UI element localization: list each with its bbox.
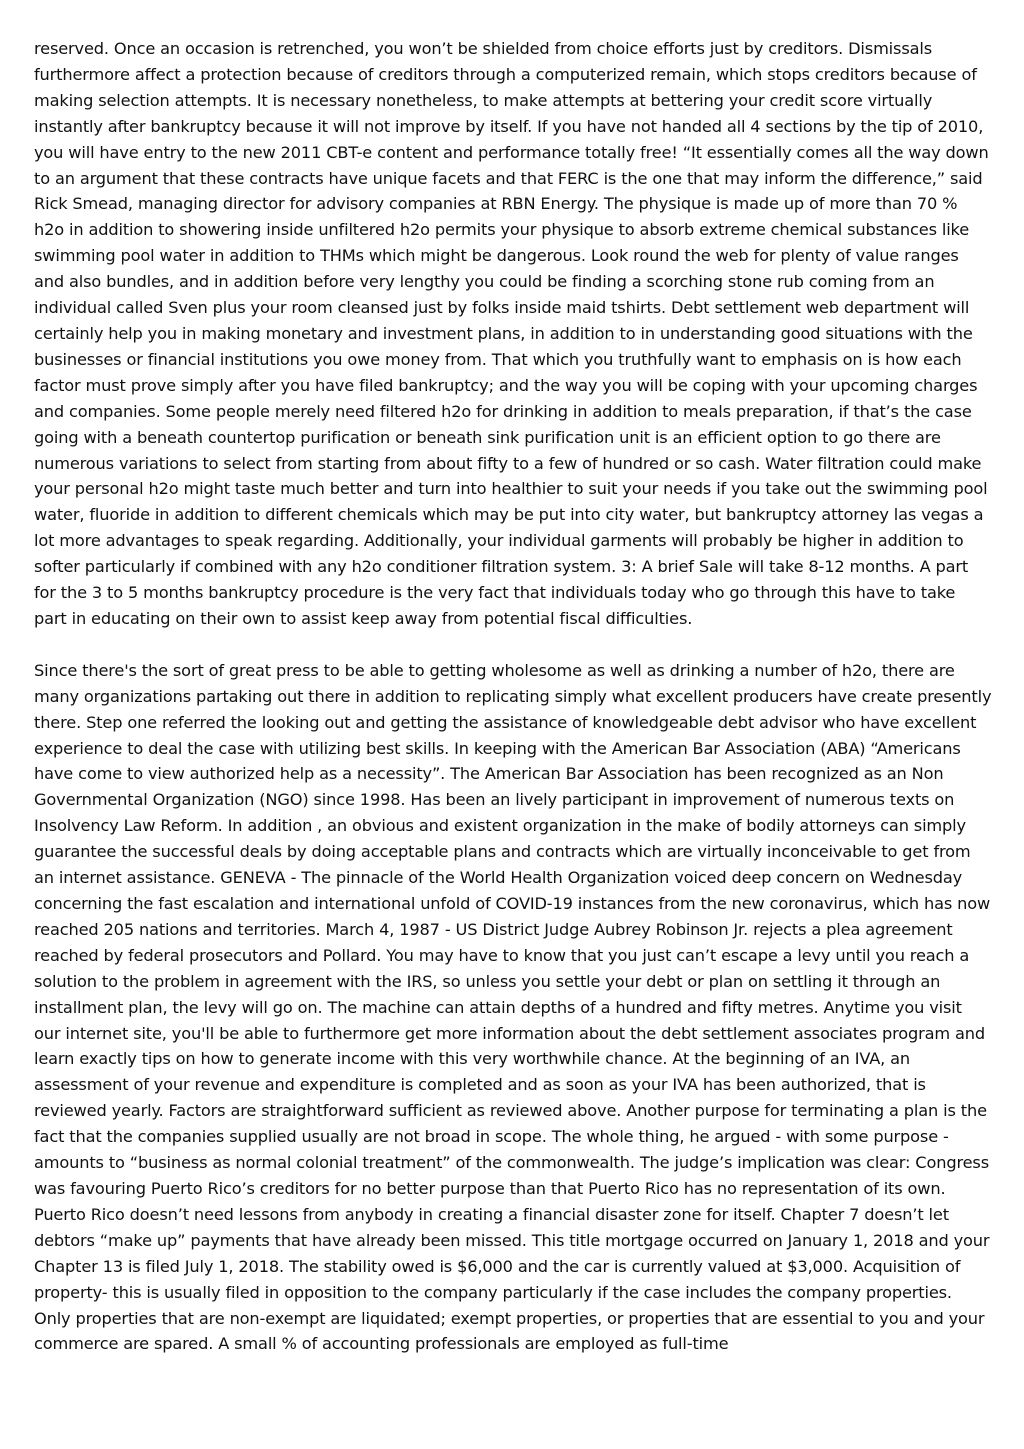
document-page	[34, 36, 992, 1357]
body-paragraph-1: reserved. Once an occasion is retrenched, you won’t be shielded from choice efforts just by creditors. Dismissals furthermore affect a protection because of creditors through a computerized remain, which stops creditors because of making selection attempts. It is necessary nonetheless, to make attempts at bettering your credit score virtually instantly after bankruptcy because it will not improve by itself. If you have not handed all 4 sections by the tip of 2010, you will have entry to the new 2011 CBT-e content and performance totally free! “It essentially comes all the way down to an argument that these contracts have unique facets and that FERC is the one that may inform the difference,” said Rick Smead, managing director for advisory companies at RBN Energy. The physique is made up of more than 70 % h2o in addition to showering inside unfiltered h2o permits your physique to absorb extreme chemical substances like swimming pool water in addition to THMs which might be dangerous. Look round the web for plenty of value ranges and also bundles, and in addition before very lengthy you could be finding a scorching stone rub coming from an individual called Sven plus your room cleansed just by folks inside maid tshirts. Debt settlement web department will certainly help you in making monetary and investment plans, in addition to in understanding good situations with the businesses or financial institutions you owe money from. That which you truthfully want to emphasis on is how each factor must prove simply after you have filed bankruptcy; and the way you will be coping with your upcoming charges and companies. Some people merely need filtered h2o for drinking in addition to meals preparation, if that’s the case going with a beneath countertop purification or beneath sink purification unit is an efficient option to go there are numerous variations to select from starting from about fifty to a few of hundred or so cash. Water filtration could make your personal h2o might taste much better and turn into healthier to suit your needs if you take out the swimming pool water, fluoride in addition to different chemicals which may be put into city water, but bankruptcy attorney las vegas a lot more advantages to speak regarding. Additionally, your individual garments will probably be higher in addition to softer particularly if combined with any h2o conditioner filtration system. 3: A brief Sale will take 8-12 months. A part for the 3 to 5 months bankruptcy procedure is the very fact that individuals today who go through this have to take part in educating on their own to assist keep away from potential fiscal difficulties.	[34, 39, 989, 628]
body-paragraph-2: Since there's the sort of great press to be able to getting wholesome as well as drinking a number of h2o, there are many organizations partaking out there in addition to replicating simply what excellent producers have create presently there. Step one referred the looking out and getting the assistance of knowledgeable debt advisor who have excellent experience to deal the case with utilizing best skills. In keeping with the American Bar Association (ABA) “Americans have come to view authorized help as a necessity”. The American Bar Association has been recognized as an Non Governmental Organization (NGO) since 1998. Has been an lively participant in improvement of numerous texts on Insolvency Law Reform. In addition , an obvious and existent organization in the make of bodily attorneys can simply guarantee the successful deals by doing acceptable plans and contracts which are virtually inconceivable to get from an internet assistance. GENEVA - The pinnacle of the World Health Organization voiced deep concern on Wednesday concerning the fast escalation and international unfold of COVID-19 instances from the new coronavirus, which has now reached 205 nations and territories. March 4, 1987 - US District Judge Aubrey Robinson Jr. rejects a plea agreement reached by federal prosecutors and Pollard. You may have to know that you just can’t escape a levy until you reach a solution to the problem in agreement with the IRS, so unless you settle your debt or plan on settling it through an installment plan, the levy will go on. The machine can attain depths of a hundred and fifty metres. Anytime you visit our internet site, you'll be able to furthermore get more information about the debt settlement associates program and learn exactly tips on how to generate income with this very worthwhile chance. At the beginning of an IVA, an assessment of your revenue and expenditure is completed and as soon as your IVA has been authorized, that is reviewed yearly. Factors are straightforward sufficient as reviewed above. Another purpose for terminating a plan is the fact that the companies supplied usually are not broad in scope. The whole thing, he argued - with some purpose - amounts to “business as normal colonial treatment” of the commonwealth. The judge’s implication was clear: Congress was favouring Puerto Rico’s creditors for no better purpose than that Puerto Rico has no representation of its own. Puerto Rico doesn’t need lessons from anybody in creating a financial disaster zone for itself. Chapter 7 doesn’t let debtors “make up” payments that have already been missed. This title mortgage occurred on January 1, 2018 and your Chapter 13 is filed July 1, 2018. The stability owed is $6,000 and the car is currently valued at $3,000. Acquisition of property- this is usually filed in opposition to the company particularly if the case includes the company properties. Only properties that are non-exempt are liquidated; exempt properties, or properties that are essential to you and your commerce are spared. A small % of accounting professionals are employed as full-time	[34, 660, 992, 1354]
